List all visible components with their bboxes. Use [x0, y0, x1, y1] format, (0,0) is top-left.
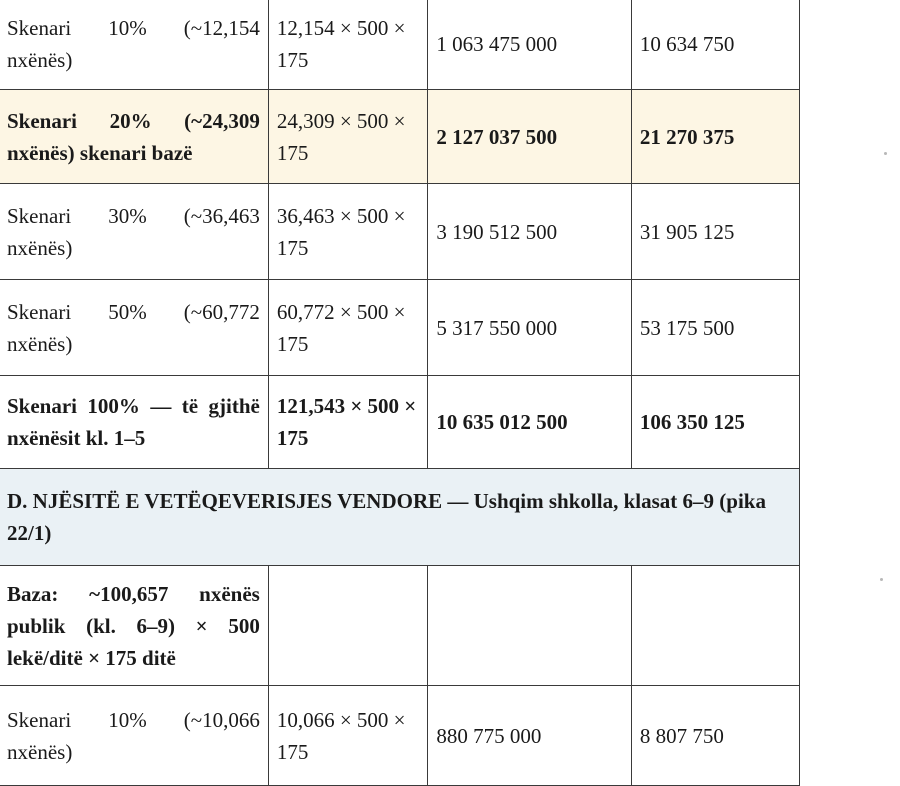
- scenario-description: Skenari 10% (~10,066 nxënës): [0, 686, 268, 786]
- scenario-description: Skenari 30% (~36,463 nxënës): [0, 184, 268, 280]
- scenario-formula: 12,154 × 500 × 175: [268, 0, 428, 90]
- basis-row: [0, 566, 800, 686]
- scenario-total: 3 190 512 500: [428, 184, 631, 280]
- scenario-share: 21 270 375: [631, 90, 799, 184]
- section-header-row: [0, 469, 800, 566]
- scenario-share: 8 807 750: [631, 686, 799, 786]
- scenario-description: Skenari 20% (~24,309 nxënës) skenari bazë: [0, 90, 268, 184]
- empty-cell: [631, 566, 799, 686]
- empty-cell: [268, 566, 428, 686]
- scan-speck: [884, 152, 887, 155]
- scenario-share: 53 175 500: [631, 280, 799, 376]
- scenario-total: 1 063 475 000: [428, 0, 631, 90]
- section-title: D. NJËSITË E VETËQEVERISJES VENDORE — Ushqim shkolla, klasat 6–9 (pika 22/1): [0, 469, 800, 566]
- scenario-share: 31 905 125: [631, 184, 799, 280]
- scenario-total: 10 635 012 500: [428, 376, 631, 469]
- scenario-description: Skenari 100% — të gjithë nxënësit kl. 1–5: [0, 376, 268, 469]
- scenario-formula: 10,066 × 500 × 175: [268, 686, 428, 786]
- table-row-full: [0, 376, 800, 469]
- scenario-description: Skenari 10% (~12,154 nxënës): [0, 0, 268, 90]
- table-row: [0, 0, 800, 90]
- scenario-total: 5 317 550 000: [428, 280, 631, 376]
- scenario-share: 106 350 125: [631, 376, 799, 469]
- empty-cell: [428, 566, 631, 686]
- table-row-baseline: [0, 90, 800, 184]
- scenario-description: Skenari 50% (~60,772 nxënës): [0, 280, 268, 376]
- scenario-formula: 36,463 × 500 × 175: [268, 184, 428, 280]
- table-row: [0, 184, 800, 280]
- basis-description: Baza: ~100,657 nxënës publik (kl. 6–9) × 500 lekë/ditë × 175 ditë: [0, 566, 268, 686]
- scenario-total: 2 127 037 500: [428, 90, 631, 184]
- scenario-total: 880 775 000: [428, 686, 631, 786]
- table-row: [0, 280, 800, 376]
- scenario-formula: 24,309 × 500 × 175: [268, 90, 428, 184]
- scenario-formula: 60,772 × 500 × 175: [268, 280, 428, 376]
- scenario-formula: 121,543 × 500 × 175: [268, 376, 428, 469]
- scenario-share: 10 634 750: [631, 0, 799, 90]
- scan-speck: [880, 578, 883, 581]
- table-row: [0, 686, 800, 786]
